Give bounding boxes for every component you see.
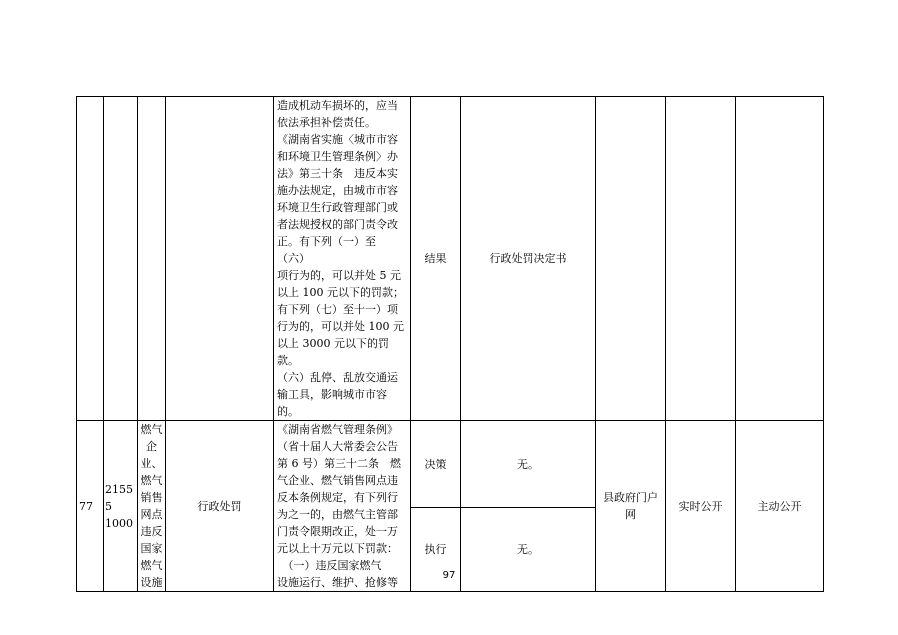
- cell-content: 无。: [461, 421, 596, 508]
- cell-number: 77: [77, 421, 104, 592]
- cell-content: 行政处罚决定书: [461, 97, 596, 421]
- cell-timing: [666, 97, 736, 421]
- table-row: [77, 421, 824, 508]
- cell-stage: 结果: [411, 97, 461, 421]
- cell-mode: [736, 97, 824, 421]
- cell-channel: [596, 97, 666, 421]
- cell-stage: 执行: [411, 508, 461, 592]
- cell-mode: 主动公开: [736, 421, 824, 592]
- cell-legal-basis: 造成机动车损坏的，应当 依法承担补偿责任。 《湖南省实施〈城市市容 和环境卫生管理条例〉办 法》第三十条 违反本实 施办法规定，由城市市容 环境卫生行政管理部门或 者法规授权的部门责令改 正。有下列（一）至（六） 项行为的，可以并处 5 元 以上 100 元以下的罚款； 有下列（七）至十一）项 行为的，可以并处 100 元 以上 3000 元以下的罚款。 （六）乱停、乱放交通运 输工具，影响城市市容的。: [274, 97, 411, 421]
- cell-content: 无。: [461, 508, 596, 592]
- cell-stage: 决策: [411, 421, 461, 508]
- disclosure-table: [76, 96, 824, 592]
- cell-timing: 实时公开: [666, 421, 736, 592]
- cell-code: [104, 97, 138, 421]
- cell-channel: 县政府门户 网: [596, 421, 666, 592]
- page-number: 97: [442, 570, 456, 581]
- cell-number: [77, 97, 104, 421]
- cell-type: 行政处罚: [166, 421, 274, 592]
- table-row: [77, 97, 824, 421]
- cell-type: [166, 97, 274, 421]
- cell-legal-basis: 《湖南省燃气管理条例》 （省十届人大常委会公告 第 6 号）第三十二条 燃 气企业、燃气销售网点违 反本条例规定，有下列行 为之一的，由燃气主管部 门责令限期改正，处一万 元以上十万元以下罚款： （一）违反国家燃气 设施运行、维护、抢修等: [274, 421, 411, 592]
- cell-code: 21555 1000: [104, 421, 138, 592]
- cell-subject: 燃气企业、燃气销售网点违反国家燃气设施: [138, 421, 166, 592]
- cell-subject: [138, 97, 166, 421]
